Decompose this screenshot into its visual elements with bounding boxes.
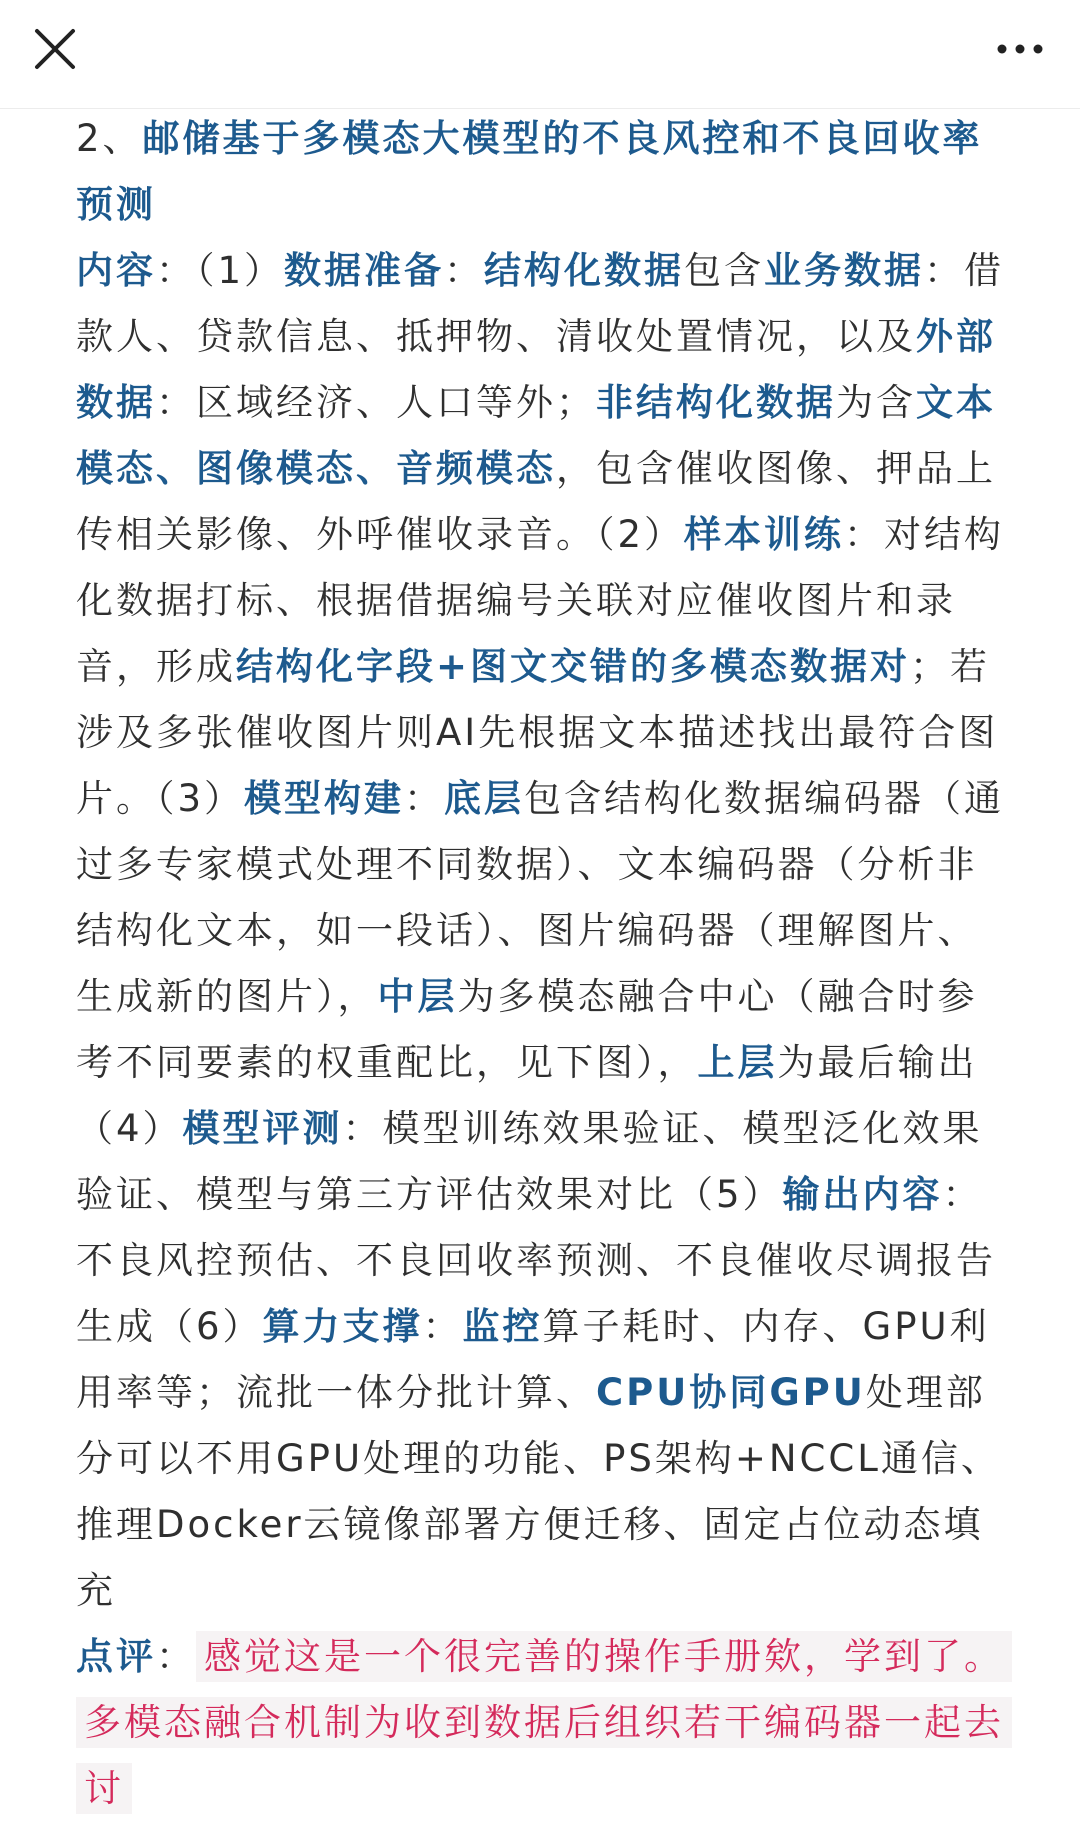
section-heading: 邮储基于多模态大模型的不良风控和不良回收率预测 [76, 117, 983, 226]
text-run: ：不良风控预估、不良回收率预测、不良催收尽调报告生成（6） [76, 1173, 996, 1348]
output-term: 输出内容 [782, 1173, 943, 1216]
sample-training-term: 样本训练 [684, 513, 845, 556]
text-run: ：区域经济、人口等外； [156, 381, 596, 424]
data-prep-term: 数据准备 [284, 249, 445, 292]
text-run: 为多模态融合中心（融合时参考不同要素的权重配比，见下图）， [76, 975, 978, 1084]
modalities-term: 文本模态、图像模态、音频模态 [76, 381, 996, 490]
review-paragraph [76, 1624, 1006, 1822]
text-run: ，包含催收图像、押品上传相关影像、外呼催收录音。（2） [76, 447, 996, 556]
compute-term: 算力支撑 [262, 1305, 423, 1348]
model-build-term: 模型构建 [244, 777, 405, 820]
cpu-gpu-term: CPU协同GPU [596, 1371, 866, 1414]
text-run: ：模型训练效果验证、模型泛化效果验证、模型与第三方评估效果对比（5） [76, 1107, 983, 1216]
review-label: 点评 [76, 1635, 156, 1678]
more-options-button[interactable] [988, 22, 1052, 76]
middle-layer-term: 中层 [377, 975, 458, 1018]
business-data-term: 业务数据 [764, 249, 925, 292]
close-icon [28, 22, 82, 76]
multimodal-pair-term: 结构化字段+图文交错的多模态数据对 [236, 645, 911, 688]
text-run: ；若涉及多张催收图片则AI先根据文本描述找出最符合图片。（3） [76, 645, 999, 820]
content-paragraph [76, 238, 1006, 1624]
text-run: ： [156, 1635, 196, 1678]
text-run: 包含 [684, 249, 765, 292]
text-run: 为最后输出（4） [76, 1041, 978, 1150]
text-run: ：借款人、贷款信息、抵押物、清收处置情况，以及 [76, 249, 1005, 358]
unstructured-data-term: 非结构化数据 [596, 381, 836, 424]
structured-data-term: 结构化数据 [484, 249, 685, 292]
external-data-term: 外部数据 [76, 315, 996, 424]
review-comment: 感觉这是一个很完善的操作手册欸，学到了。多模态融合机制为收到数据后组织若干编码器一起去讨 [76, 1631, 1012, 1814]
content-label: 内容 [76, 249, 156, 292]
text-run: ： [404, 777, 445, 820]
close-button[interactable] [28, 22, 82, 76]
text-run: 包含结构化数据编码器（通过多专家模式处理不同数据）、文本编码器（分析非结构化文本，如一段话）、图片编码器（理解图片、生成新的图片）， [76, 777, 1005, 1018]
text-run: 算子耗时、内存、GPU利用率等；流批一体分批计算、 [76, 1305, 990, 1414]
text-run: ： [422, 1305, 463, 1348]
text-run: ：（1） [156, 249, 285, 292]
text-run: ： [444, 249, 485, 292]
more-dots-icon [988, 22, 1052, 76]
article-body [76, 106, 1006, 1822]
model-eval-term: 模型评测 [182, 1107, 343, 1150]
text-run: 处理部分可以不用GPU处理的功能、PS架构+NCCL通信、推理Docker云镜像部署方便迁移、固定占位动态填充 [76, 1371, 1001, 1612]
text-run: 为含 [836, 381, 916, 424]
bottom-layer-term: 底层 [444, 777, 525, 820]
monitor-term: 监控 [462, 1305, 543, 1348]
top-navigation-bar [0, 0, 1080, 109]
top-layer-term: 上层 [697, 1041, 778, 1084]
text-run: ：对结构化数据打标、根据借据编号关联对应催收图片和录音，形成 [76, 513, 1005, 688]
section-title [76, 106, 1006, 238]
section-number: 2、 [76, 117, 143, 160]
